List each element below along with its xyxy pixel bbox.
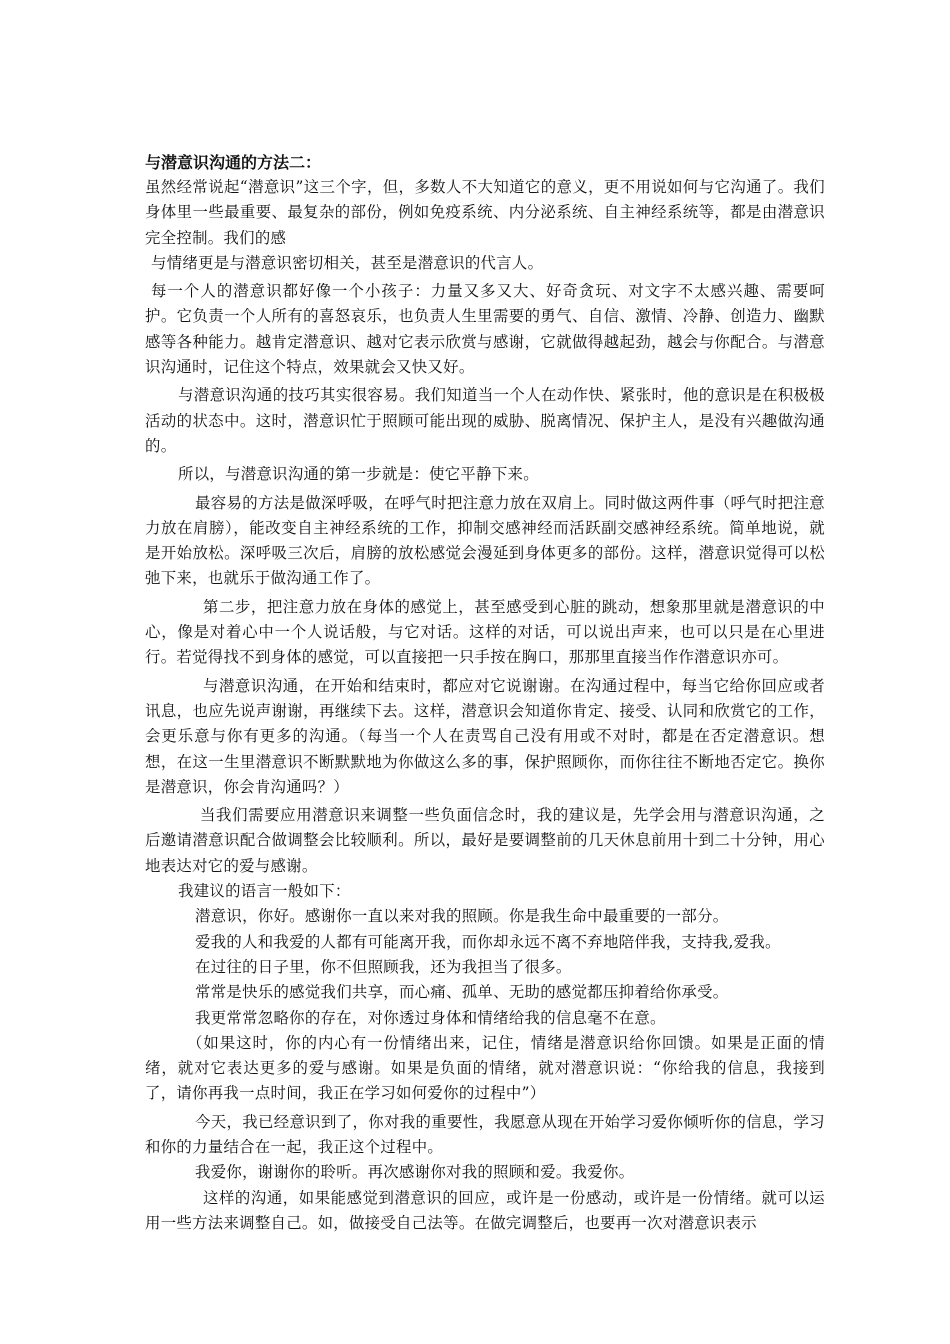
document-title: 与潜意识沟通的方法二： [145,153,322,172]
paragraph-emotion: 与情绪更是与潜意识密切相关，甚至是潜意识的代言人。 [151,253,544,272]
paragraph-breathing: 最容易的方法是做深呼吸，在呼气时把注意力放在双肩上。同时做这两件事（呼气时把注意力放在肩膀），能改变自主神经系统的工作，抑制交感神经而活跃副交感神经系统。简单地说，就是开始放松。深呼吸三次后，肩膀的放松感觉会漫延到身体更多的部份。这样，潜意识觉得可以松弛下来，也就乐于做沟通工作了。 [145,493,825,588]
document-body [145,150,825,1236]
script-line-feelings: 常常是快乐的感觉我们共享，而心痛、孤单、无助的感觉都压抑着给你承受。 [195,983,729,1002]
paragraph-suggested-language: 我建议的语言一般如下： [178,882,351,901]
script-line-past: 在过往的日子里，你不但照顾我，还为我担当了很多。 [195,957,572,976]
paragraph-technique: 与潜意识沟通的技巧其实很容易。我们知道当一个人在动作快、紧张时，他的意识是在积极极活动的状态中。这时，潜意识忙于照顾可能出现的威胁、脱离情况、保护主人，是没有兴趣做沟通的。 [145,386,825,455]
script-line-love: 我爱你，谢谢你的聆听。再次感谢你对我的照顾和爱。我爱你。 [195,1163,635,1182]
script-line-companion: 爱我的人和我爱的人都有可能离开我，而你却永远不离不弃地陪伴我，支持我,爱我。 [195,932,781,951]
paragraph-intro: 虽然经常说起“潜意识”这三个字，但，多数人不大知道它的意义，更不用说如何与它沟通了。我们身体里一些最重要、最复杂的部份，例如免疫系统、内分泌系统、自主神经系统等，都是由潜意识完全控制。我们的感 [145,178,825,247]
paragraph-feedback-note: （如果这时，你的内心有一份情绪出来，记住，情绪是潜意识给你回馈。如果是正面的情绪，就对它表达更多的爱与感谢。如果是负面的情绪，就对潜意识说：“你给我的信息，我接到了，请你再我一点时间，我正在学习如何爱你的过程中”） [145,1033,825,1103]
paragraph-gratitude: 与潜意识沟通，在开始和结束时，都应对它说谢谢。在沟通过程中，每当它给你回应或者讯息，也应先说声谢谢，再继续下去。这样，潜意识会知道你肯定、接受、认同和欣赏它的工作，会更乐意与你有更多的沟通。（每当一个人在责骂自己没有用或不对时，都是在否定潜意识。想想，在这一生里潜意识不断默默地为你做这么多的事，保护照顾你，而你往往不断地否定它。换你是潜意识，你会肯沟通吗？） [145,676,825,796]
script-line-greeting: 潜意识，你好。感谢你一直以来对我的照顾。你是我生命中最重要的一部分。 [195,907,729,926]
paragraph-negative-beliefs: 当我们需要应用潜意识来调整一些负面信念时，我的建议是，先学会用与潜意识沟通，之后邀请潜意识配合做调整会比较顺利。所以，最好是要调整前的几天休息前用十到二十分钟，用心地表达对它的爱与感谢。 [145,806,825,875]
paragraph-step-one: 所以，与潜意识沟通的第一步就是：使它平静下来。 [178,465,539,484]
paragraph-closing: 这样的沟通，如果能感觉到潜意识的回应，或许是一份感动，或许是一份情绪。就可以运用一些方法来调整自己。如，做接受自己法等。在做完调整后，也要再一次对潜意识表示 [145,1188,825,1232]
paragraph-today: 今天，我已经意识到了，你对我的重要性，我愿意从现在开始学习爱你倾听你的信息，学习和你的力量结合在一起，我正这个过程中。 [145,1112,825,1156]
script-line-ignored: 我更常常忽略你的存在，对你透过身体和情绪给我的信息毫不在意。 [195,1008,666,1027]
paragraph-child-metaphor: 每一个人的潜意识都好像一个小孩子：力量又多又大、好奇贪玩、对文字不太感兴趣、需要呵护。它负责一个人所有的喜怒哀乐，也负责人生里需要的勇气、自信、激情、冷静、创造力、幽默感等各种能力。越肯定潜意识、越对它表示欣赏与感谢，它就做得越起劲，越会与你配合。与潜意识沟通时，记住这个特点，效果就会又快又好。 [145,282,825,377]
paragraph-step-two: 第二步，把注意力放在身体的感觉上，甚至感受到心脏的跳动，想象那里就是潜意识的中心，像是对着心中一个人说话般，与它对话。这样的对话，可以说出声来，也可以只是在心里进行。若觉得找不到身体的感觉，可以直接把一只手按在胸口，那那里直接当作作潜意识亦可。 [145,597,825,667]
